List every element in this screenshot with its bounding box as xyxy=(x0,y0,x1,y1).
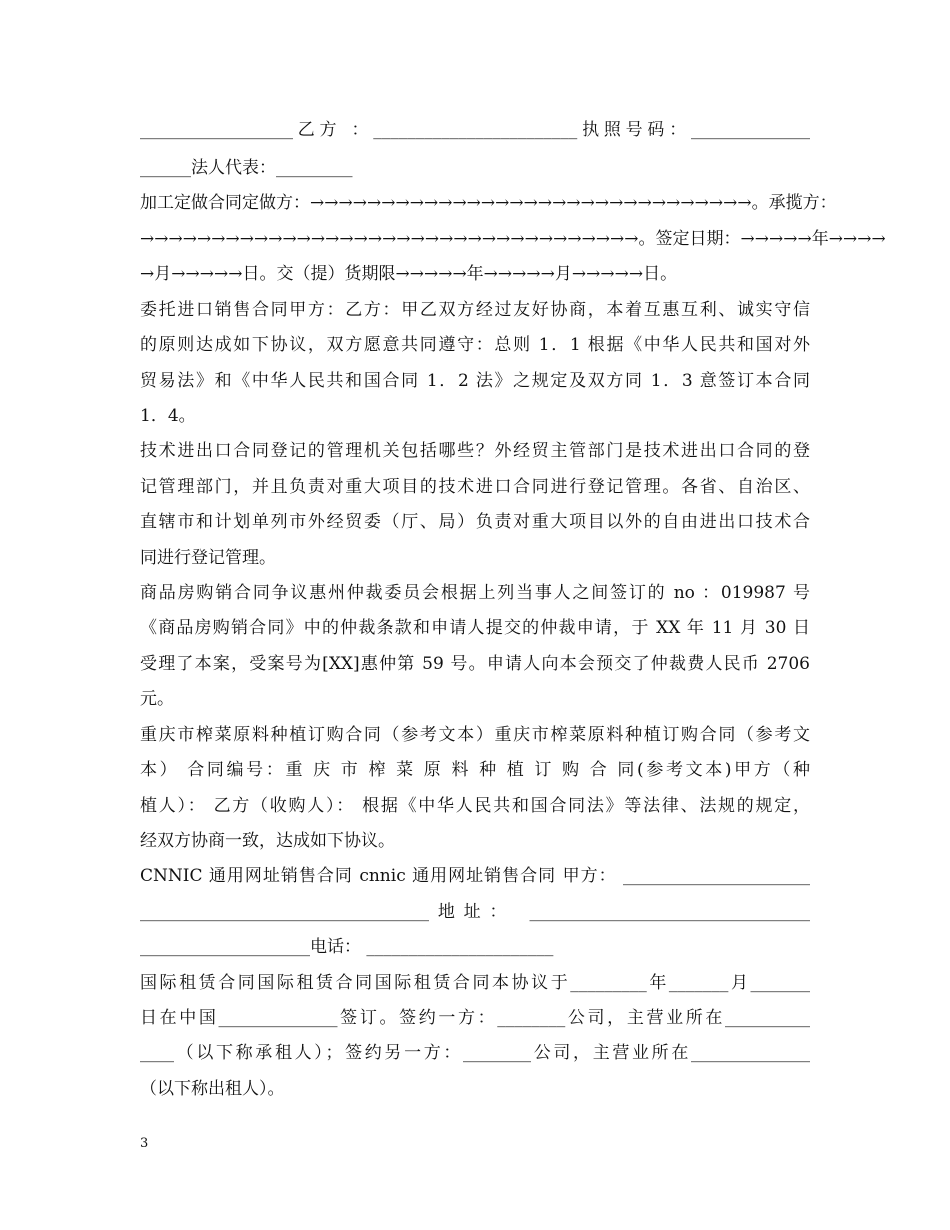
text-line-12: 直辖市和计划单列市外经贸委（厅、局）负责对重大项目以外的自由进出口技术合 xyxy=(140,512,810,532)
text-line-13: 同进行登记管理。 xyxy=(140,548,276,568)
text-line-4: →→→→→→→→→→→→→→→→→→→→→→→→→→→→→→→→→→→。签定日期：→→→→→年→→→→ xyxy=(140,229,886,249)
text-line-2: ______法人代表：_________ xyxy=(140,158,353,178)
text-line-24: ____________________电话： ______________________ xyxy=(140,937,554,957)
text-line-8: 贸易法》和《中华人民共和国合同 1．2 法》之规定及双方同 1．3 意签订本合同 xyxy=(140,371,810,391)
text-line-15: 《商品房购销合同》中的仲裁条款和申请人提交的仲裁申请，于 XX 年 11 月 30 日 xyxy=(140,618,810,638)
text-line-14: 商品房购销合同争议惠州仲裁委员会根据上列当事人之间签订的 no ：019987 号 xyxy=(140,583,810,603)
text-line-26: 日在中国______________签订。签约一方：________公司，主营业所在__________ xyxy=(140,1008,810,1028)
text-line-22: CNNIC 通用网址销售合同 cnnic 通用网址销售合同 甲方： ______________________ xyxy=(140,866,810,886)
text-line-1: __________________乙方 ：________________________执照号码：______________ xyxy=(140,120,810,140)
text-line-21: 经双方协商一致，达成如下协议。 xyxy=(140,831,395,851)
page-number: 3 xyxy=(140,1136,149,1151)
text-line-23: __________________________________地址： _________________________________ xyxy=(140,902,810,922)
text-line-18: 重庆市榨菜原料种植订购合同（参考文本）重庆市榨菜原料种植订购合同（参考文 xyxy=(140,725,810,745)
text-line-16: 受理了本案，受案号为[XX]惠仲第 59 号。申请人向本会预交了仲裁费人民币 2706 xyxy=(140,654,810,674)
text-line-25: 国际租赁合同国际租赁合同国际租赁合同本协议于_________年_______月_______ xyxy=(140,973,810,993)
text-line-10: 技术进出口合同登记的管理机关包括哪些？外经贸主管部门是技术进出口合同的登 xyxy=(140,441,810,461)
text-line-9: 1．4。 xyxy=(140,406,196,426)
text-line-6: 委托进口销售合同甲方：乙方：甲乙双方经过友好协商，本着互惠互利、诚实守信 xyxy=(140,300,810,320)
text-line-20: 植人）： 乙方（收购人）： 根据《中华人民共和国合同法》等法律、法规的规定， xyxy=(140,796,810,816)
text-line-11: 记管理部门，并且负责对重大项目的技术进口合同进行登记管理。各省、自治区、 xyxy=(140,477,810,497)
text-line-27: ____（以下称承租人）；签约另一方：________公司，主营业所在______________ xyxy=(140,1043,810,1063)
text-line-5: →月→→→→→日。交（提）货期限→→→→→年→→→→→月→→→→→日。 xyxy=(140,264,678,284)
text-line-3: 加工定做合同定做方：→→→→→→→→→→→→→→→→→→→→→→→→→→→→→→→。承揽方： xyxy=(140,193,837,213)
text-line-7: 的原则达成如下协议，双方愿意共同遵守：总则 1．1 根据《中华人民共和国对外 xyxy=(140,335,810,355)
text-line-17: 元。 xyxy=(140,689,174,709)
text-line-28: （以下称出租人）。 xyxy=(140,1079,285,1099)
text-line-19: 本） 合同编号：重 庆 市 榨 菜 原 料 种 植 订 购 合 同(参考文本)甲方（种 xyxy=(140,760,810,780)
